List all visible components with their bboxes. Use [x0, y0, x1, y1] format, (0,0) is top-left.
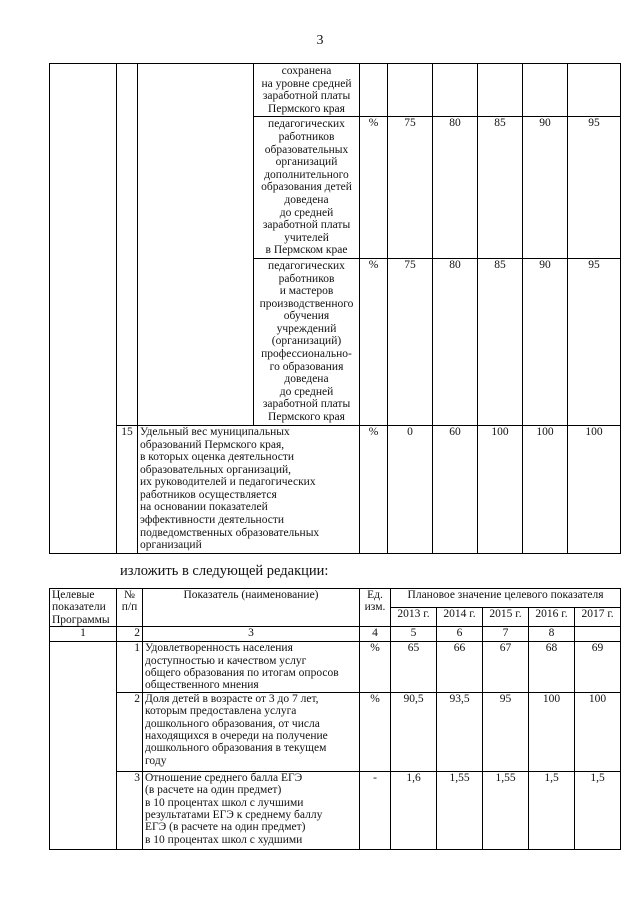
header-year: 2015 г.: [483, 608, 529, 627]
value-cell: 80: [433, 258, 478, 425]
table-row: [50, 692, 621, 771]
header-unit: Ед. изм.: [360, 589, 391, 627]
header-year: 2017 г.: [575, 608, 621, 627]
sub-indicator: педагогических работников и мастеров производственного обучения учреждений (организаций) профессионально- го образования доведена до средней заработной платы Пермского края: [254, 258, 360, 425]
value-cell: 90: [523, 117, 568, 259]
page-number: 3: [316, 33, 324, 48]
header-year: 2014 г.: [437, 608, 483, 627]
value-cell: 1,55: [437, 771, 483, 849]
row-number-cell: 15: [117, 425, 138, 553]
table-row: [50, 642, 621, 693]
goal-cell: [50, 642, 117, 850]
indicator-group-cell: [138, 64, 254, 426]
value-cell: 66: [437, 642, 483, 693]
unit-cell: %: [360, 425, 388, 553]
value-cell: 65: [391, 642, 437, 693]
column-number-row: 1 2 3 4 5 6 7 8: [50, 627, 621, 642]
value-cell: 100: [529, 692, 575, 771]
row-number-cell: 1: [117, 642, 143, 693]
value-cell: 100: [575, 692, 621, 771]
goal-cell: [50, 64, 117, 554]
unit-cell: %: [360, 117, 388, 259]
indicators-table-new: [49, 588, 621, 850]
value-cell: 67: [483, 642, 529, 693]
indicators-table-old: [49, 63, 621, 554]
value-cell: 85: [478, 258, 523, 425]
value-cell: 0: [388, 425, 433, 553]
value-cell: 93,5: [437, 692, 483, 771]
value-cell: 1,5: [529, 771, 575, 849]
value-cell: 100: [568, 425, 621, 553]
value-cell: 95: [483, 692, 529, 771]
header-year: 2016 г.: [529, 608, 575, 627]
indicator-cell: Удовлетворенность населения доступностью и качеством услуг общего образования по итогам опросов общественного мнения: [143, 642, 360, 693]
table-row: [50, 425, 621, 553]
value-cell: 95: [568, 258, 621, 425]
unit-cell: %: [360, 692, 391, 771]
header-year: 2013 г.: [391, 608, 437, 627]
indicator-cell: Доля детей в возрасте от 3 до 7 лет, которым предоставлена услуга дошкольного образования, от числа находящихся в очереди на получение дошкольного образования в текущем году: [143, 692, 360, 771]
value-cell: 1,6: [391, 771, 437, 849]
value-cell: 69: [575, 642, 621, 693]
value-cell: 1,5: [575, 771, 621, 849]
value-cell: 68: [529, 642, 575, 693]
row-number-cell: 2: [117, 692, 143, 771]
sub-indicator: сохранена на уровне средней заработной платы Пермского края: [254, 64, 360, 117]
header-number: № п/п: [117, 589, 143, 627]
table-row: [50, 771, 621, 849]
value-cell: 100: [478, 425, 523, 553]
unit-cell: %: [360, 642, 391, 693]
sub-indicator: педагогических работников образовательных организаций дополнительного образования детей доведена до средней заработной платы учителей в Пермском крае: [254, 117, 360, 259]
unit-cell: %: [360, 258, 388, 425]
table-header-row: [50, 589, 621, 608]
indicator-cell: Отношение среднего балла ЕГЭ (в расчете на один предмет) в 10 процентах школ с лучшими результатами ЕГЭ к среднему баллу ЕГЭ (в расчете на один предмет) в 10 процентах школ с худшими: [143, 771, 360, 849]
value-cell: 80: [433, 117, 478, 259]
value-cell: 100: [523, 425, 568, 553]
value-cell: 75: [388, 258, 433, 425]
row-number-cell: 3: [117, 771, 143, 849]
header-indicator: Показатель (наименование): [143, 589, 360, 627]
value-cell: 85: [478, 117, 523, 259]
value-cell: 95: [568, 117, 621, 259]
row-number-cell: [117, 64, 138, 426]
value-cell: 90: [523, 258, 568, 425]
value-cell: 1,55: [483, 771, 529, 849]
value-cell: 60: [433, 425, 478, 553]
table-row: [50, 64, 621, 117]
unit-cell: -: [360, 771, 391, 849]
header-goals: Целевые показатели Программы: [50, 589, 117, 627]
header-planned: Плановое значение целевого показателя: [391, 589, 621, 608]
value-cell: 90,5: [391, 692, 437, 771]
caption-text: изложить в следующей редакции:: [120, 563, 329, 579]
value-cell: 75: [388, 117, 433, 259]
indicator-cell: Удельный вес муниципальных образований Пермского края, в которых оценка деятельности образовательных организаций, их руководителей и педагогических работников осуществляется на основании показателей эффективности деятельности подведомственных образовательных организаций: [138, 425, 360, 553]
